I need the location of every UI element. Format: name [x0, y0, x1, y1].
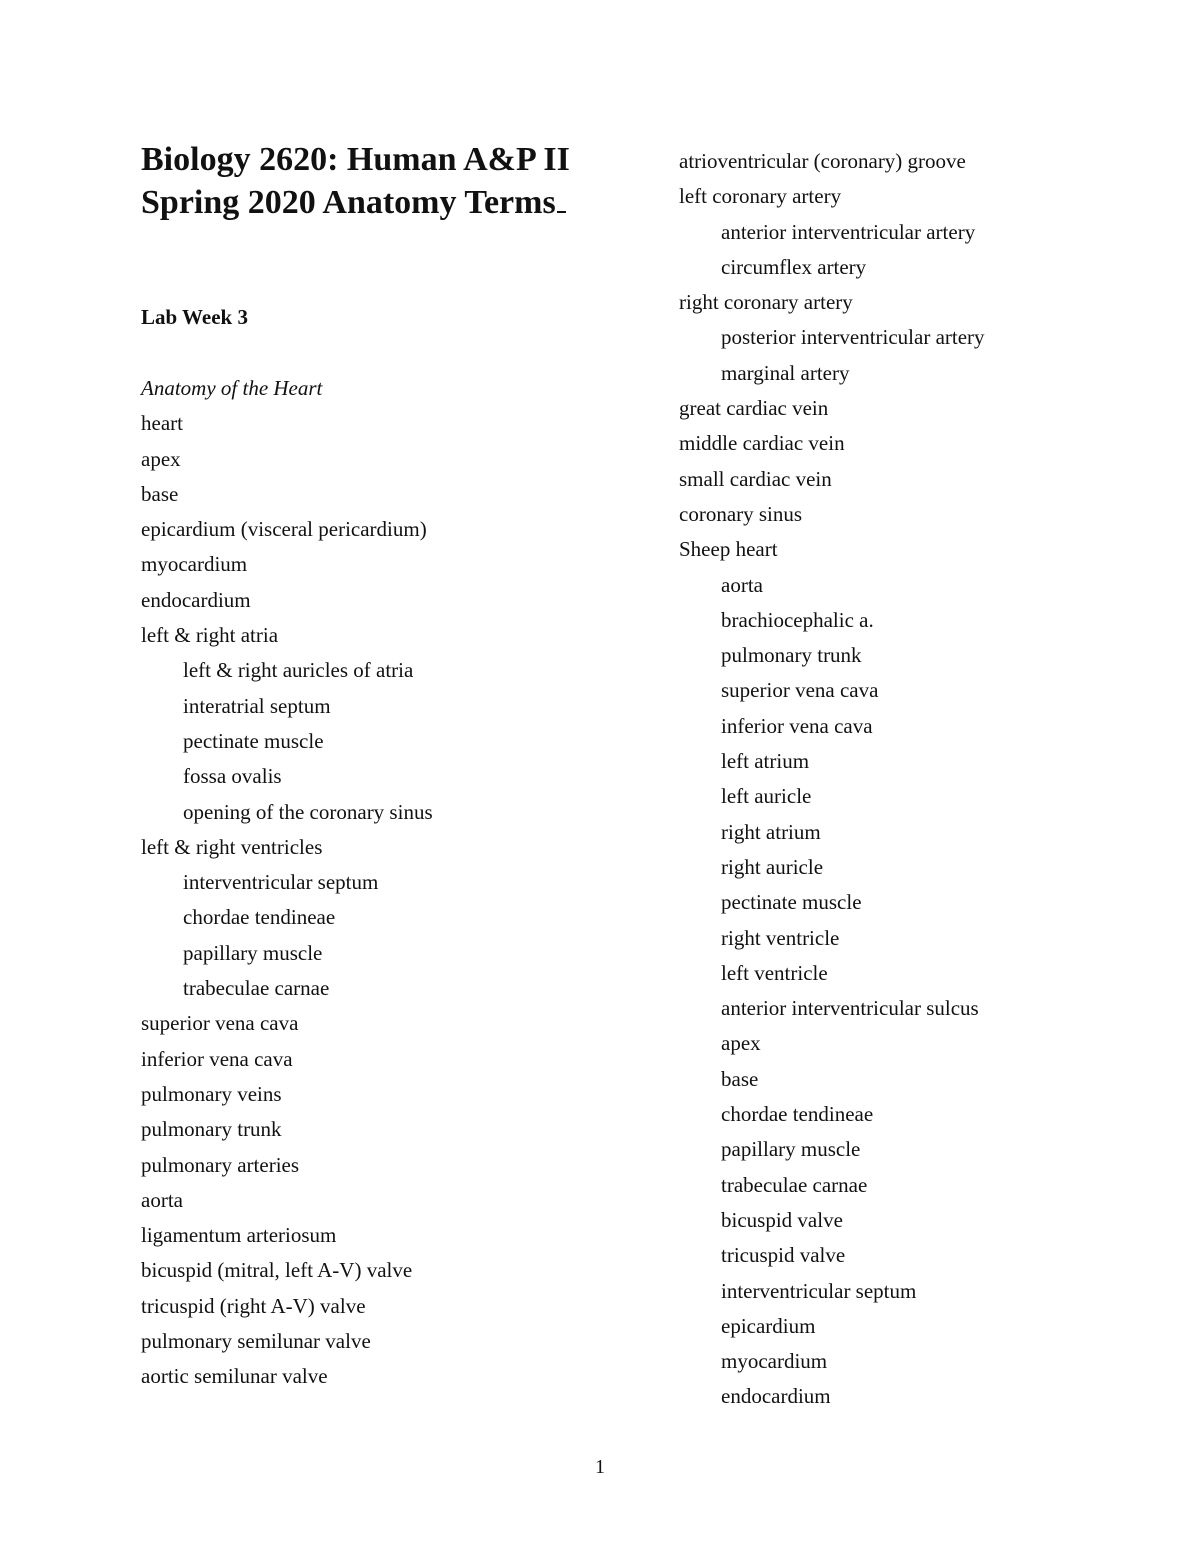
sub-term-item: bicuspid valve [721, 1207, 843, 1232]
title-line-1: Biology 2620: Human A&P II [141, 141, 570, 178]
sub-term-item: fossa ovalis [183, 764, 282, 789]
term-item: coronary sinus [679, 501, 803, 526]
term-item: great cardiac vein [679, 396, 829, 421]
term-item: apex [141, 446, 181, 471]
sub-term-item: anterior interventricular sulcus [721, 996, 979, 1021]
term-item: pulmonary arteries [141, 1152, 300, 1177]
sub-term-item: inferior vena cava [721, 713, 873, 738]
sub-term-item: interatrial septum [183, 693, 331, 718]
term-item: Sheep heart [679, 537, 778, 562]
sub-term-item: chordae tendineae [183, 905, 336, 930]
sub-term-item: trabeculae carnae [721, 1172, 868, 1197]
sub-term-item: chordae tendineae [721, 1102, 874, 1127]
sub-term-item: brachiocephalic a. [721, 607, 874, 632]
title-underscore-mark [557, 211, 566, 213]
sub-term-item: opening of the coronary sinus [183, 799, 433, 824]
term-item: bicuspid (mitral, left A-V) valve [141, 1258, 413, 1283]
subsection-heading: Anatomy of the Heart [141, 376, 323, 400]
sub-term-item: papillary muscle [183, 940, 323, 965]
term-item: tricuspid (right A-V) valve [141, 1293, 366, 1318]
term-item: aortic semilunar valve [141, 1364, 328, 1389]
right-term-list [679, 147, 985, 1418]
term-item: superior vena cava [141, 1011, 299, 1036]
term-item: right coronary artery [679, 290, 853, 315]
sub-term-item: left atrium [721, 749, 810, 774]
sub-term-item: left auricle [721, 784, 812, 809]
sub-term-item: right atrium [721, 819, 821, 844]
term-item: heart [141, 411, 183, 436]
term-item: epicardium (visceral pericardium) [141, 517, 427, 542]
section-heading: Lab Week 3 [141, 305, 248, 329]
term-item: middle cardiac vein [679, 431, 845, 456]
term-item: endocardium [141, 587, 251, 612]
sub-term-item: left ventricle [721, 960, 828, 985]
sub-term-item: left & right auricles of atria [183, 658, 414, 683]
term-item: left & right atria [141, 623, 279, 648]
term-item: inferior vena cava [141, 1046, 293, 1071]
sub-term-item: interventricular septum [721, 1278, 917, 1303]
sub-term-item: aorta [721, 572, 763, 597]
sub-term-item: superior vena cava [721, 678, 879, 703]
term-item: atrioventricular (coronary) groove [679, 149, 966, 173]
sub-term-item: base [721, 1066, 759, 1091]
term-item: left & right ventricles [141, 834, 323, 859]
sub-term-item: myocardium [721, 1349, 828, 1374]
sub-term-item: pectinate muscle [183, 728, 324, 753]
sub-term-item: pectinate muscle [721, 890, 862, 915]
sub-term-item: endocardium [721, 1384, 831, 1409]
title-line-2-wrap [141, 181, 570, 224]
sub-term-item: posterior interventricular artery [721, 325, 985, 350]
sub-term-item: circumflex artery [721, 254, 867, 279]
sub-term-item: right auricle [721, 854, 824, 879]
sub-term-item: right ventricle [721, 925, 840, 950]
left-term-list [141, 374, 433, 1398]
sub-term-item: pulmonary trunk [721, 643, 862, 668]
sub-term-item: anterior interventricular artery [721, 219, 976, 244]
sub-term-item: tricuspid valve [721, 1243, 846, 1268]
document-title [141, 138, 570, 224]
term-item: base [141, 481, 179, 506]
term-item: small cardiac vein [679, 466, 832, 491]
title-line-2: Spring 2020 Anatomy Terms [141, 184, 556, 221]
term-item: myocardium [141, 552, 248, 577]
term-item: left coronary artery [679, 184, 842, 209]
term-item: pulmonary semilunar valve [141, 1329, 371, 1354]
sub-term-item: papillary muscle [721, 1137, 861, 1162]
page-number: 1 [595, 1456, 605, 1478]
sub-term-item: epicardium [721, 1313, 816, 1338]
term-item: pulmonary veins [141, 1081, 282, 1106]
sub-term-item: marginal artery [721, 360, 850, 385]
sub-term-item: apex [721, 1031, 761, 1056]
term-item: pulmonary trunk [141, 1117, 282, 1142]
sub-term-item: interventricular septum [183, 870, 379, 895]
sub-term-item: trabeculae carnae [183, 976, 330, 1001]
term-item: aorta [141, 1187, 183, 1212]
term-item: ligamentum arteriosum [141, 1223, 337, 1248]
